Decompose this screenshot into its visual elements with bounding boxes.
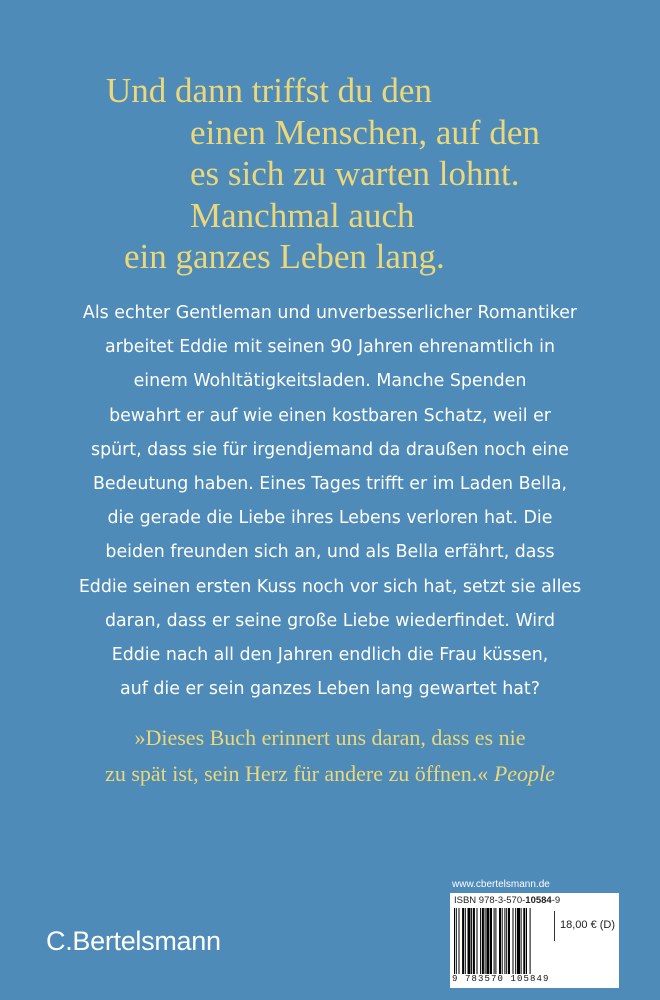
- tagline-line: Und dann triffst du den: [106, 71, 432, 110]
- quote-source: People: [493, 761, 555, 786]
- tagline-line: es sich zu warten lohnt.: [190, 154, 520, 193]
- blurb-line: beiden freunden sich an, und als Bella erfährt, dass: [105, 542, 555, 563]
- tagline-line: Manchmal auch: [190, 196, 415, 235]
- blurb-line: daran, dass er seine große Liebe wiederfindet. Wird: [104, 610, 556, 631]
- blurb-line: einem Wohltätigkeitsladen. Manche Spenden: [133, 371, 527, 392]
- isbn-prefix: ISBN 978-3-570-: [454, 895, 526, 906]
- price-box: [554, 911, 619, 941]
- tagline-line: einen Menschen, auf den: [190, 113, 540, 152]
- blurb-line: arbeitet Eddie mit seinen 90 Jahren ehrenamtlich in: [104, 337, 556, 358]
- blurb-line: die gerade die Liebe ihres Lebens verloren hat. Die: [107, 508, 553, 529]
- blurb-line: Bedeutung haben. Eines Tages trifft er im Laden Bella,: [92, 474, 568, 495]
- publisher-logo: C.Bertelsmann: [46, 926, 221, 956]
- blurb-line: auf die er sein ganzes Leben lang gewartet hat?: [120, 679, 540, 700]
- blurb: [44, 296, 616, 706]
- blurb-line: Als echter Gentleman und unverbesserlicher Romantiker: [82, 303, 578, 323]
- isbn-label: [454, 895, 560, 906]
- publisher-website: www.cbertelsmann.de: [452, 879, 550, 890]
- quote-text: zu spät ist, sein Herz für andere zu öffnen.«: [105, 761, 489, 786]
- barcode-panel: [450, 893, 619, 988]
- blurb-line: bewahrt er auf wie einen kostbaren Schatz, weil er: [109, 405, 551, 426]
- review-quote: [0, 720, 660, 792]
- isbn-bold: 10584: [525, 895, 552, 906]
- barcode-icon: [454, 908, 550, 974]
- quote-line: [0, 756, 660, 792]
- blurb-line: Eddie nach all den Jahren endlich die Frau küssen,: [111, 645, 549, 666]
- quote-line: »Dieses Buch erinnert uns daran, dass es nie: [134, 725, 526, 750]
- blurb-line: spürt, dass sie für irgendjemand da draußen noch eine: [91, 439, 569, 460]
- isbn-suffix: -9: [551, 895, 561, 906]
- price: 18,00 € (D): [560, 919, 616, 931]
- tagline-line: ein ganzes Leben lang.: [124, 237, 445, 276]
- ean-digits: 9 783570 105849: [452, 974, 550, 984]
- blurb-line: Eddie seinen ersten Kuss noch vor sich hat, setzt sie alles: [78, 576, 582, 597]
